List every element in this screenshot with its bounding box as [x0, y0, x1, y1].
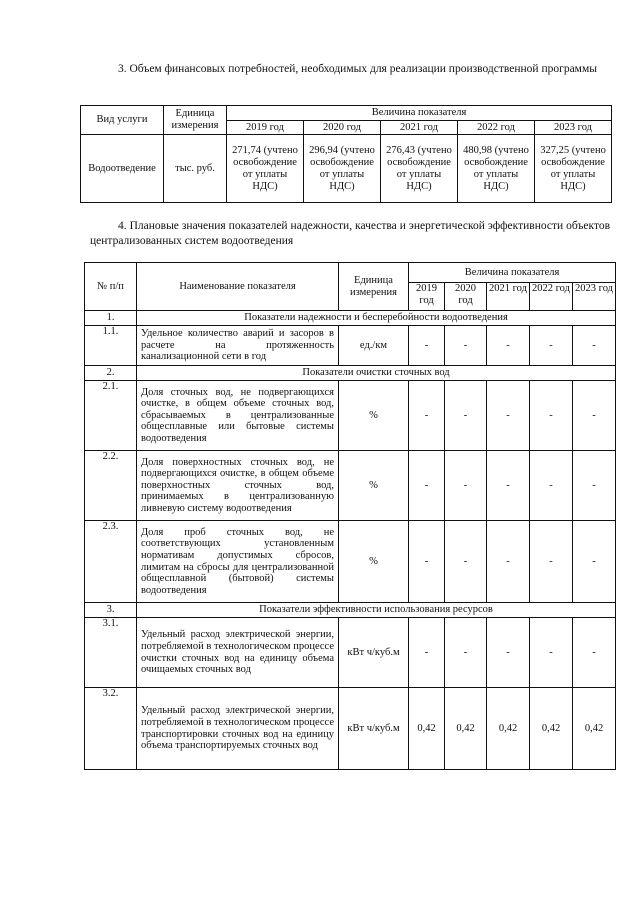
row-value: - [573, 381, 616, 451]
section-title: Показатели надежности и бесперебойности водоотведения [137, 311, 616, 326]
year-header: 2020 год [304, 121, 381, 135]
col-header-name: Наименование показателя [137, 263, 339, 311]
col-header-num: № п/п [85, 263, 137, 311]
row-value: - [530, 326, 573, 366]
row-name: Доля проб сточных вод, не соответствующих установленным нормативам допустимых сбросов, лимитам на сбросы для централизованной общесплавной (бытовой) системы водоотведения [137, 521, 339, 603]
section-title: Показатели очистки сточных вод [137, 366, 616, 381]
row-unit: % [339, 521, 409, 603]
row-value: - [409, 521, 445, 603]
row-value: - [487, 451, 530, 521]
value-cell: 271,74 (учтено освобождение от уплаты НДС) [227, 135, 304, 203]
row-value: - [530, 381, 573, 451]
table-row [81, 135, 612, 203]
year-header: 2022 год [530, 283, 573, 311]
value-cell: 327,25 (учтено освобождение от уплаты НДС) [535, 135, 612, 203]
row-value: 0,42 [445, 688, 487, 770]
row-value: 0,42 [530, 688, 573, 770]
col-header-unit: Единица измерения [164, 106, 227, 135]
year-header: 2023 год [573, 283, 616, 311]
value-cell: 296,94 (учтено освобождение от уплаты НДС) [304, 135, 381, 203]
table-row [85, 521, 616, 603]
year-header: 2020 год [445, 283, 487, 311]
year-header: 2019 год [227, 121, 304, 135]
year-header: 2021 год [487, 283, 530, 311]
row-value: - [573, 618, 616, 688]
row-name: Удельное количество аварий и засоров в расчете на протяженность канализационной сети в год [137, 326, 339, 366]
section-num: 3. [85, 603, 137, 618]
row-value: - [487, 618, 530, 688]
row-value: - [530, 618, 573, 688]
row-value: - [409, 326, 445, 366]
table-row [85, 381, 616, 451]
row-num: 3.2. [85, 688, 137, 770]
row-unit: кВт ч/куб.м [339, 688, 409, 770]
row-value: - [530, 521, 573, 603]
section-row [85, 603, 616, 618]
row-value: - [573, 521, 616, 603]
table-row [85, 618, 616, 688]
financial-needs-table [80, 105, 612, 203]
year-header: 2019 год [409, 283, 445, 311]
col-header-unit: Единица измерения [339, 263, 409, 311]
row-value: - [445, 618, 487, 688]
row-value: - [487, 326, 530, 366]
table-row [85, 451, 616, 521]
row-value: - [409, 618, 445, 688]
service-cell: Водоотведение [81, 135, 164, 203]
row-value: - [487, 521, 530, 603]
year-header: 2023 год [535, 121, 612, 135]
table-row [85, 688, 616, 770]
indicators-table [84, 262, 616, 770]
row-value: - [487, 381, 530, 451]
row-value: - [445, 381, 487, 451]
row-name: Удельный расход электрической энергии, потребляемой в технологическом процессе транспортировки сточных вод на единицу объема транспортируемых сточных вод [137, 688, 339, 770]
value-cell: 276,43 (учтено освобождение от уплаты НДС) [381, 135, 458, 203]
row-num: 1.1. [85, 326, 137, 366]
unit-cell: тыс. руб. [164, 135, 227, 203]
row-unit: кВт ч/куб.м [339, 618, 409, 688]
row-num: 2.2. [85, 451, 137, 521]
row-name: Доля сточных вод, не подвергающихся очистке, в общем объеме сточных вод, сбрасываемых в централизованные общесплавные или бытовые системы водоотведения [137, 381, 339, 451]
section-num: 1. [85, 311, 137, 326]
row-value: 0,42 [487, 688, 530, 770]
row-value: - [409, 381, 445, 451]
section-row [85, 366, 616, 381]
row-value: - [445, 521, 487, 603]
row-value: - [573, 451, 616, 521]
col-header-value: Величина показателя [409, 263, 616, 283]
section-num: 2. [85, 366, 137, 381]
section3-heading: 3. Объем финансовых потребностей, необходимых для реализации производственной программы [118, 63, 597, 75]
row-value: - [445, 451, 487, 521]
row-num: 2.3. [85, 521, 137, 603]
year-header: 2021 год [381, 121, 458, 135]
row-unit: ед./км [339, 326, 409, 366]
table-row [85, 326, 616, 366]
row-num: 2.1. [85, 381, 137, 451]
row-value: - [409, 451, 445, 521]
row-value: 0,42 [409, 688, 445, 770]
section-row [85, 311, 616, 326]
col-header-service: Вид услуги [81, 106, 164, 135]
row-value: 0,42 [573, 688, 616, 770]
row-value: - [445, 326, 487, 366]
row-unit: % [339, 451, 409, 521]
row-name: Доля поверхностных сточных вод, не подвергающихся очистке, в общем объеме поверхностных сточных вод, принимаемых в централизованную ливневую систему водоотведения [137, 451, 339, 521]
row-num: 3.1. [85, 618, 137, 688]
row-name: Удельный расход электрической энергии, потребляемой в технологическом процессе очистки сточных вод на единицу объема очищаемых сточных вод [137, 618, 339, 688]
year-header: 2022 год [458, 121, 535, 135]
section-title: Показатели эффективности использования ресурсов [137, 603, 616, 618]
section4-heading: 4. Плановые значения показателей надежности, качества и энергетической эффективности объектов централизованных систем водоотведения [90, 220, 610, 247]
row-value: - [530, 451, 573, 521]
col-header-value: Величина показателя [227, 106, 612, 121]
value-cell: 480,98 (учтено освобождение от уплаты НДС) [458, 135, 535, 203]
row-value: - [573, 326, 616, 366]
row-unit: % [339, 381, 409, 451]
